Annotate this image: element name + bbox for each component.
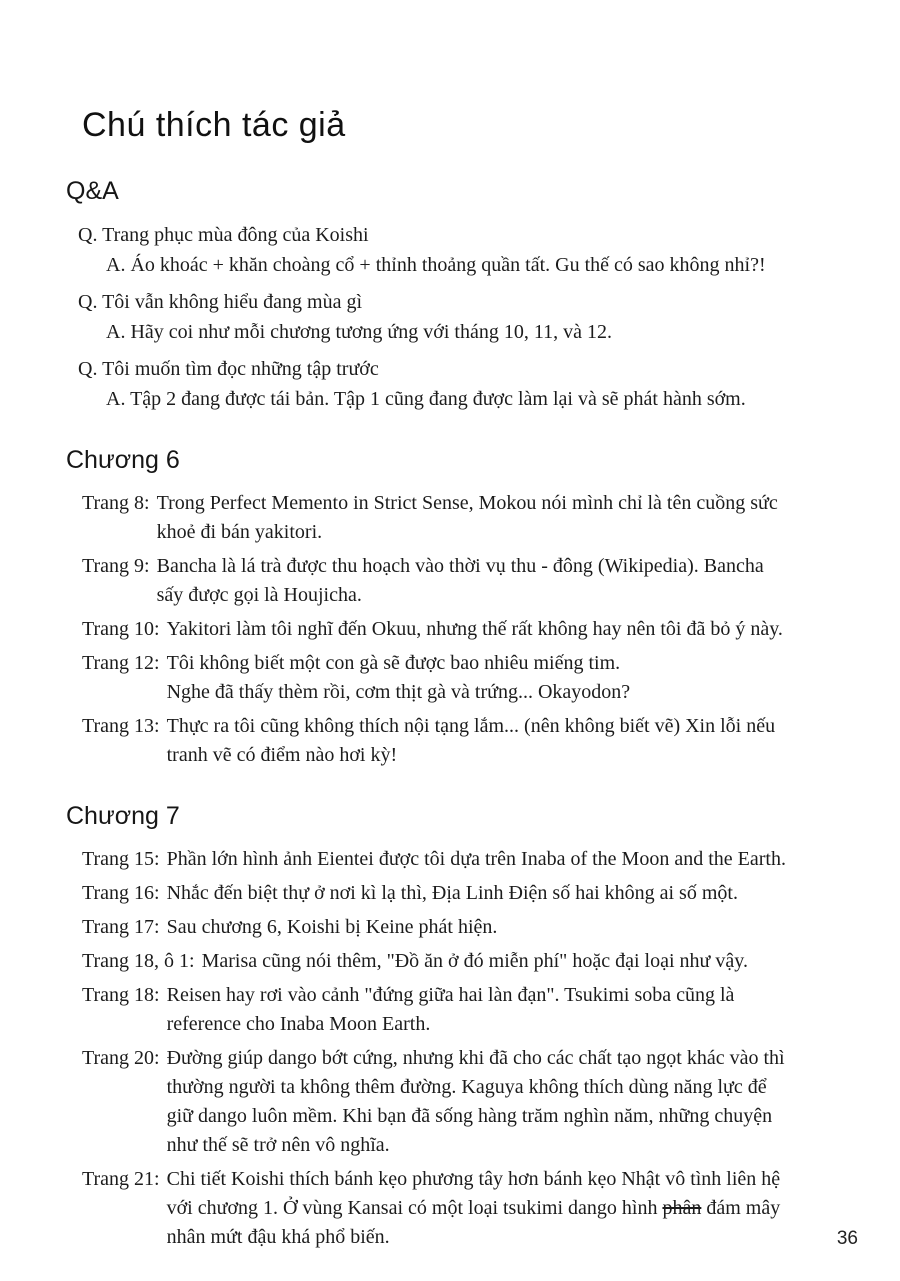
page-title: Chú thích tác giả — [82, 106, 346, 144]
note-line: nhân mứt đậu khá phổ biến. — [166, 1226, 390, 1248]
note-page-label: Trang 9: — [82, 555, 150, 577]
qa-item — [78, 220, 900, 280]
note-trang-9 — [82, 552, 900, 610]
qa-item — [78, 354, 900, 414]
note-page-label: Trang 16: — [82, 882, 160, 904]
chapter6-section — [0, 446, 900, 770]
answer-line: A. Hãy coi như mỗi chương tương ứng với tháng 10, 11, và 12. — [106, 321, 612, 343]
note-line: Bancha là lá trà được thu hoạch vào thời vụ thu - đông (Wikipedia). Bancha — [156, 555, 764, 577]
page-number: 36 — [836, 1228, 858, 1249]
question-line: Q. Tôi muốn tìm đọc những tập trước — [78, 358, 379, 380]
chapter7-heading: Chương 7 — [66, 802, 180, 830]
note-trang-16 — [82, 879, 900, 908]
note-text — [167, 712, 776, 770]
note-text — [202, 947, 748, 976]
note-text — [167, 1044, 785, 1160]
answer-line: A. Áo khoác + khăn choàng cổ + thỉnh thoảng quần tất. Gu thế có sao không nhỉ?! — [106, 254, 766, 276]
qa-list — [0, 220, 900, 414]
note-text — [167, 615, 783, 644]
note-text — [167, 913, 498, 942]
note-page-label: Trang 15: — [82, 848, 160, 870]
note-line: khoẻ đi bán yakitori. — [156, 521, 323, 543]
note-line: Phần lớn hình ảnh Eientei được tôi dựa trên Inaba of the Moon and the Earth. — [166, 848, 786, 870]
note-line: Yakitori làm tôi nghĩ đến Okuu, nhưng thế rất không hay nên tôi đã bỏ ý này. — [166, 618, 783, 640]
note-trang-10 — [82, 615, 900, 644]
note-page-label: Trang 21: — [82, 1168, 160, 1190]
note-line: Sau chương 6, Koishi bị Keine phát hiện. — [166, 916, 498, 938]
note-line: thường người ta không thêm đường. Kaguya không thích dùng năng lực để — [166, 1076, 767, 1098]
note-line: Nhắc đến biệt thự ở nơi kì lạ thì, Địa Linh Điện số hai không ai số một. — [166, 882, 738, 904]
note-trang-8 — [82, 489, 900, 547]
note-trang-21 — [82, 1165, 900, 1252]
strikethrough-word: phân — [662, 1197, 702, 1219]
note-page-label: Trang 20: — [82, 1047, 160, 1069]
note-line-segment: đám mây — [701, 1197, 781, 1219]
note-line: như thế sẽ trở nên vô nghĩa. — [166, 1134, 390, 1156]
note-text — [167, 879, 738, 908]
note-line: Marisa cũng nói thêm, "Đồ ăn ở đó miễn phí" hoặc đại loại như vậy. — [201, 950, 748, 972]
note-line: Chi tiết Koishi thích bánh kẹo phương tây hơn bánh kẹo Nhật vô tình liên hệ — [166, 1168, 781, 1190]
note-page-label: Trang 12: — [82, 652, 160, 674]
note-line: Reisen hay rơi vào cảnh "đứng giữa hai làn đạn". Tsukimi soba cũng là — [166, 984, 735, 1006]
note-line: tranh vẽ có điểm nào hơi kỳ! — [166, 744, 398, 766]
note-line: Tôi không biết một con gà sẽ được bao nhiêu miếng tim. — [166, 652, 621, 674]
chapter7-section — [0, 802, 900, 1252]
note-line: Thực ra tôi cũng không thích nội tạng lắm... (nên không biết vẽ) Xin lỗi nếu — [166, 715, 776, 737]
note-page-label: Trang 18, ô 1: — [82, 950, 195, 972]
question-line: Q. Tôi vẫn không hiểu đang mùa gì — [78, 291, 363, 313]
note-text — [157, 552, 764, 610]
note-page-label: Trang 18: — [82, 984, 160, 1006]
qa-section — [0, 177, 900, 414]
note-trang-20 — [82, 1044, 900, 1160]
note-trang-17 — [82, 913, 900, 942]
note-line: giữ dango luôn mềm. Khi bạn đã sống hàng trăm nghìn năm, những chuyện — [166, 1105, 773, 1127]
note-line-segment: với chương 1. Ở vùng Kansai có một loại tsukimi dango hình — [166, 1197, 663, 1219]
note-text — [167, 981, 735, 1039]
note-line: Trong Perfect Memento in Strict Sense, Mokou nói mình chỉ là tên cuồng sức — [156, 492, 778, 514]
qa-heading: Q&A — [66, 177, 119, 205]
note-line: Nghe đã thấy thèm rồi, cơm thịt gà và trứng... Okayodon? — [166, 681, 631, 703]
note-trang-12 — [82, 649, 900, 707]
note-line: reference cho Inaba Moon Earth. — [166, 1013, 431, 1035]
note-text — [167, 1165, 781, 1252]
note-page-label: Trang 8: — [82, 492, 150, 514]
note-page-label: Trang 17: — [82, 916, 160, 938]
chapter6-heading: Chương 6 — [66, 446, 180, 474]
note-line-with-strikethrough — [167, 1194, 781, 1223]
note-text — [167, 845, 786, 874]
note-trang-18-o-1 — [82, 947, 900, 976]
answer-line: A. Tập 2 đang được tái bản. Tập 1 cũng đang được làm lại và sẽ phát hành sớm. — [106, 388, 746, 410]
question-line: Q. Trang phục mùa đông của Koishi — [78, 224, 369, 246]
note-line: sấy được gọi là Houjicha. — [156, 584, 362, 606]
note-page-label: Trang 10: — [82, 618, 160, 640]
note-line: Đường giúp dango bớt cứng, nhưng khi đã cho các chất tạo ngọt khác vào thì — [166, 1047, 785, 1069]
note-text — [157, 489, 778, 547]
note-trang-15 — [82, 845, 900, 874]
note-text — [167, 649, 631, 707]
qa-item — [78, 287, 900, 347]
note-trang-13 — [82, 712, 900, 770]
note-trang-18 — [82, 981, 900, 1039]
note-page-label: Trang 13: — [82, 715, 160, 737]
